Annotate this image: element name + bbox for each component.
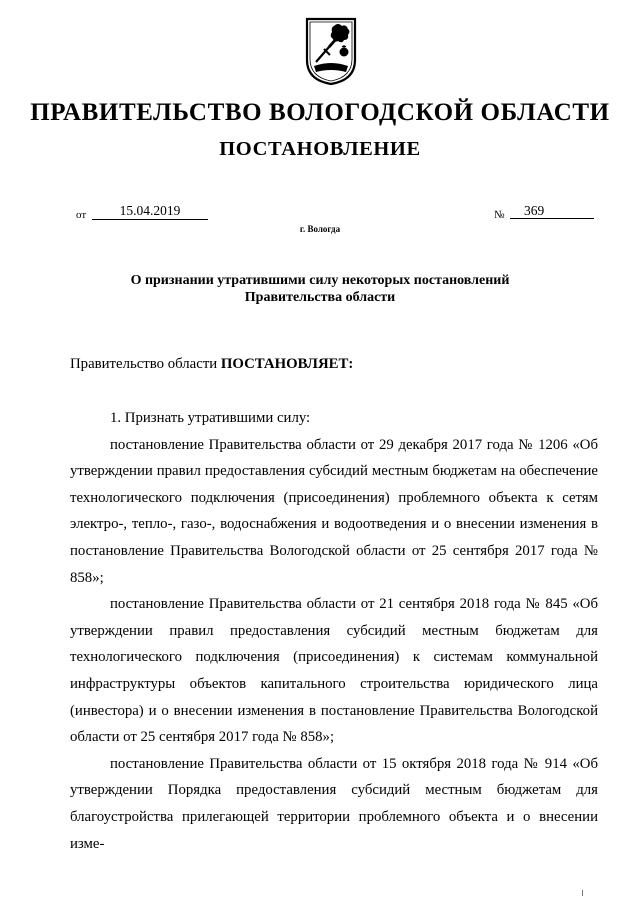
- body-paragraph: постановление Правительства области от 29 декабря 2017 года № 1206 «Об утверждении правил предоставления субсидий местным бюджетам на обеспечение технологического подключения (присоединения) проблемного объекта к сетям электро-, тепло-, газо-, водоснабжения и водоотведения и о внесении изменения в постановление Правительства Вологодской области от 25 сентября 2017 года № 858»;: [70, 436, 598, 586]
- document-type: ПОСТАНОВЛЕНИЕ: [219, 138, 421, 160]
- body-item-1: 1. Признать утратившими силу:: [110, 410, 311, 426]
- date-label: от: [76, 209, 87, 221]
- document-subject: [70, 272, 570, 306]
- coat-of-arms-icon: [304, 16, 358, 86]
- preamble-text: Правительство области: [70, 356, 218, 372]
- subject-line-2: Правительства области: [244, 290, 396, 305]
- subject-line-1: О признании утратившими силу некоторых постановлений: [130, 273, 510, 288]
- document-body: [70, 405, 598, 857]
- document-number: 369: [510, 204, 594, 219]
- body-paragraph: постановление Правительства области от 21 сентября 2018 года № 845 «Об утверждении правил предоставления субсидий местным бюджетам для технологического подключения (присоединения) к системам коммунальной инфраструктуры объектов капитального строительства юридического лица (инвестора) и о внесении изменения в постановление Правительства Вологодской области от 25 сентября 2017 года № 858»;: [70, 596, 598, 746]
- preamble: [70, 356, 353, 373]
- page-mark: [582, 890, 583, 896]
- number-label: №: [494, 209, 505, 221]
- city-name: г. Вологда: [299, 224, 341, 234]
- body-paragraph: постановление Правительства области от 15 октября 2018 года № 914 «Об утверждении Порядка предоставления субсидий местным бюджетам для благоустройства прилегающей территории проблемного объекта и о внесении изме-: [70, 755, 598, 852]
- organization-title: ПРАВИТЕЛЬСТВО ВОЛОГОДСКОЙ ОБЛАСТИ: [30, 99, 610, 126]
- preamble-resolves: ПОСТАНОВЛЯЕТ:: [220, 356, 354, 372]
- document-date: 15.04.2019: [92, 204, 208, 220]
